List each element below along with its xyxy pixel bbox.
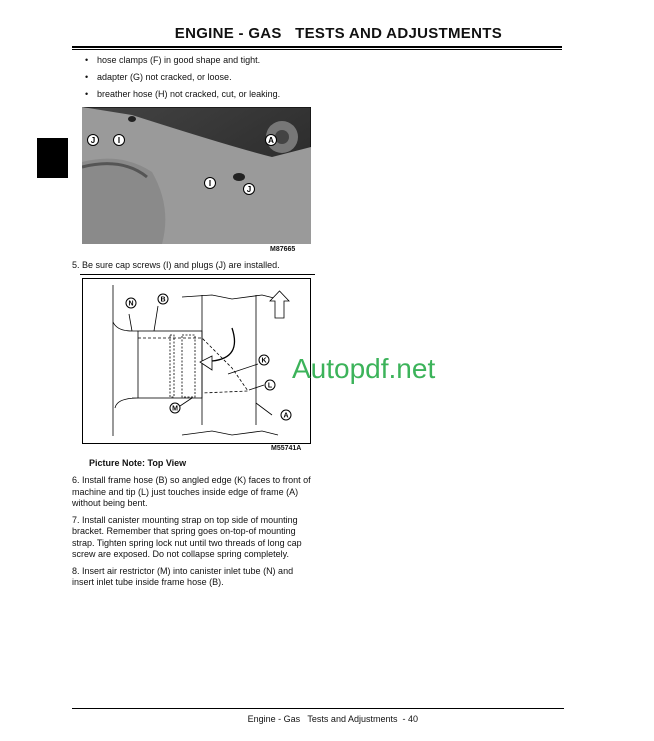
bullet-dot: •: [85, 72, 89, 82]
callout-i: I: [117, 136, 121, 145]
callout-l: L: [267, 382, 273, 390]
figure-id: M87665: [270, 246, 296, 253]
engine-photo: [82, 107, 311, 244]
step-7: 7. Install canister mounting strap on top side of mounting bracket. Remember that spring goes on-top-of mounting strap. Tighten spring lock nut until two threads of long cap screw are exposed. Do not collapse spring completely.: [72, 514, 302, 559]
callout-a: A: [268, 136, 274, 145]
callout-m: M: [172, 405, 178, 413]
footer-rule: [72, 708, 564, 709]
page-footer: Engine - Gas Tests and Adjustments - 40: [247, 714, 418, 724]
bullet-text: breather hose (H) not cracked, cut, or leaking.: [97, 89, 281, 99]
divider: [80, 274, 315, 275]
callout-i: I: [208, 179, 212, 188]
callout-j: J: [246, 185, 252, 194]
step-6: 6. Install frame hose (B) so angled edge (K) faces to front of machine and tip (L) just touches inside edge of frame (A) without being bent.: [72, 475, 311, 508]
top-view-diagram: [82, 278, 311, 444]
callout-b: B: [160, 296, 166, 304]
step-5: 5. Be sure cap screws (I) and plugs (J) are installed.: [72, 260, 280, 270]
picture-note: Picture Note: Top View: [89, 458, 187, 468]
watermark: Autopdf.net: [292, 353, 436, 384]
step-8: 8. Insert air restrictor (M) into canister inlet tube (N) and insert inlet tube inside frame hose (B).: [72, 565, 294, 587]
callout-j: J: [90, 136, 96, 145]
bullet-text: hose clamps (F) in good shape and tight.: [97, 55, 261, 65]
callout-a: A: [283, 412, 289, 420]
bullet-dot: •: [85, 55, 89, 65]
bullet-dot: •: [85, 89, 89, 99]
callout-n: N: [128, 300, 134, 308]
bullet-text: adapter (G) not cracked, or loose.: [97, 72, 232, 82]
steps-list: [72, 475, 317, 594]
page-title: ENGINE - GAS TESTS AND ADJUSTMENTS: [174, 25, 502, 42]
header-rule-thin: [72, 49, 562, 50]
section-tab: [37, 138, 68, 178]
header-rule: [72, 46, 562, 48]
figure-id: M55741A: [271, 445, 302, 452]
callout-k: K: [261, 357, 267, 365]
